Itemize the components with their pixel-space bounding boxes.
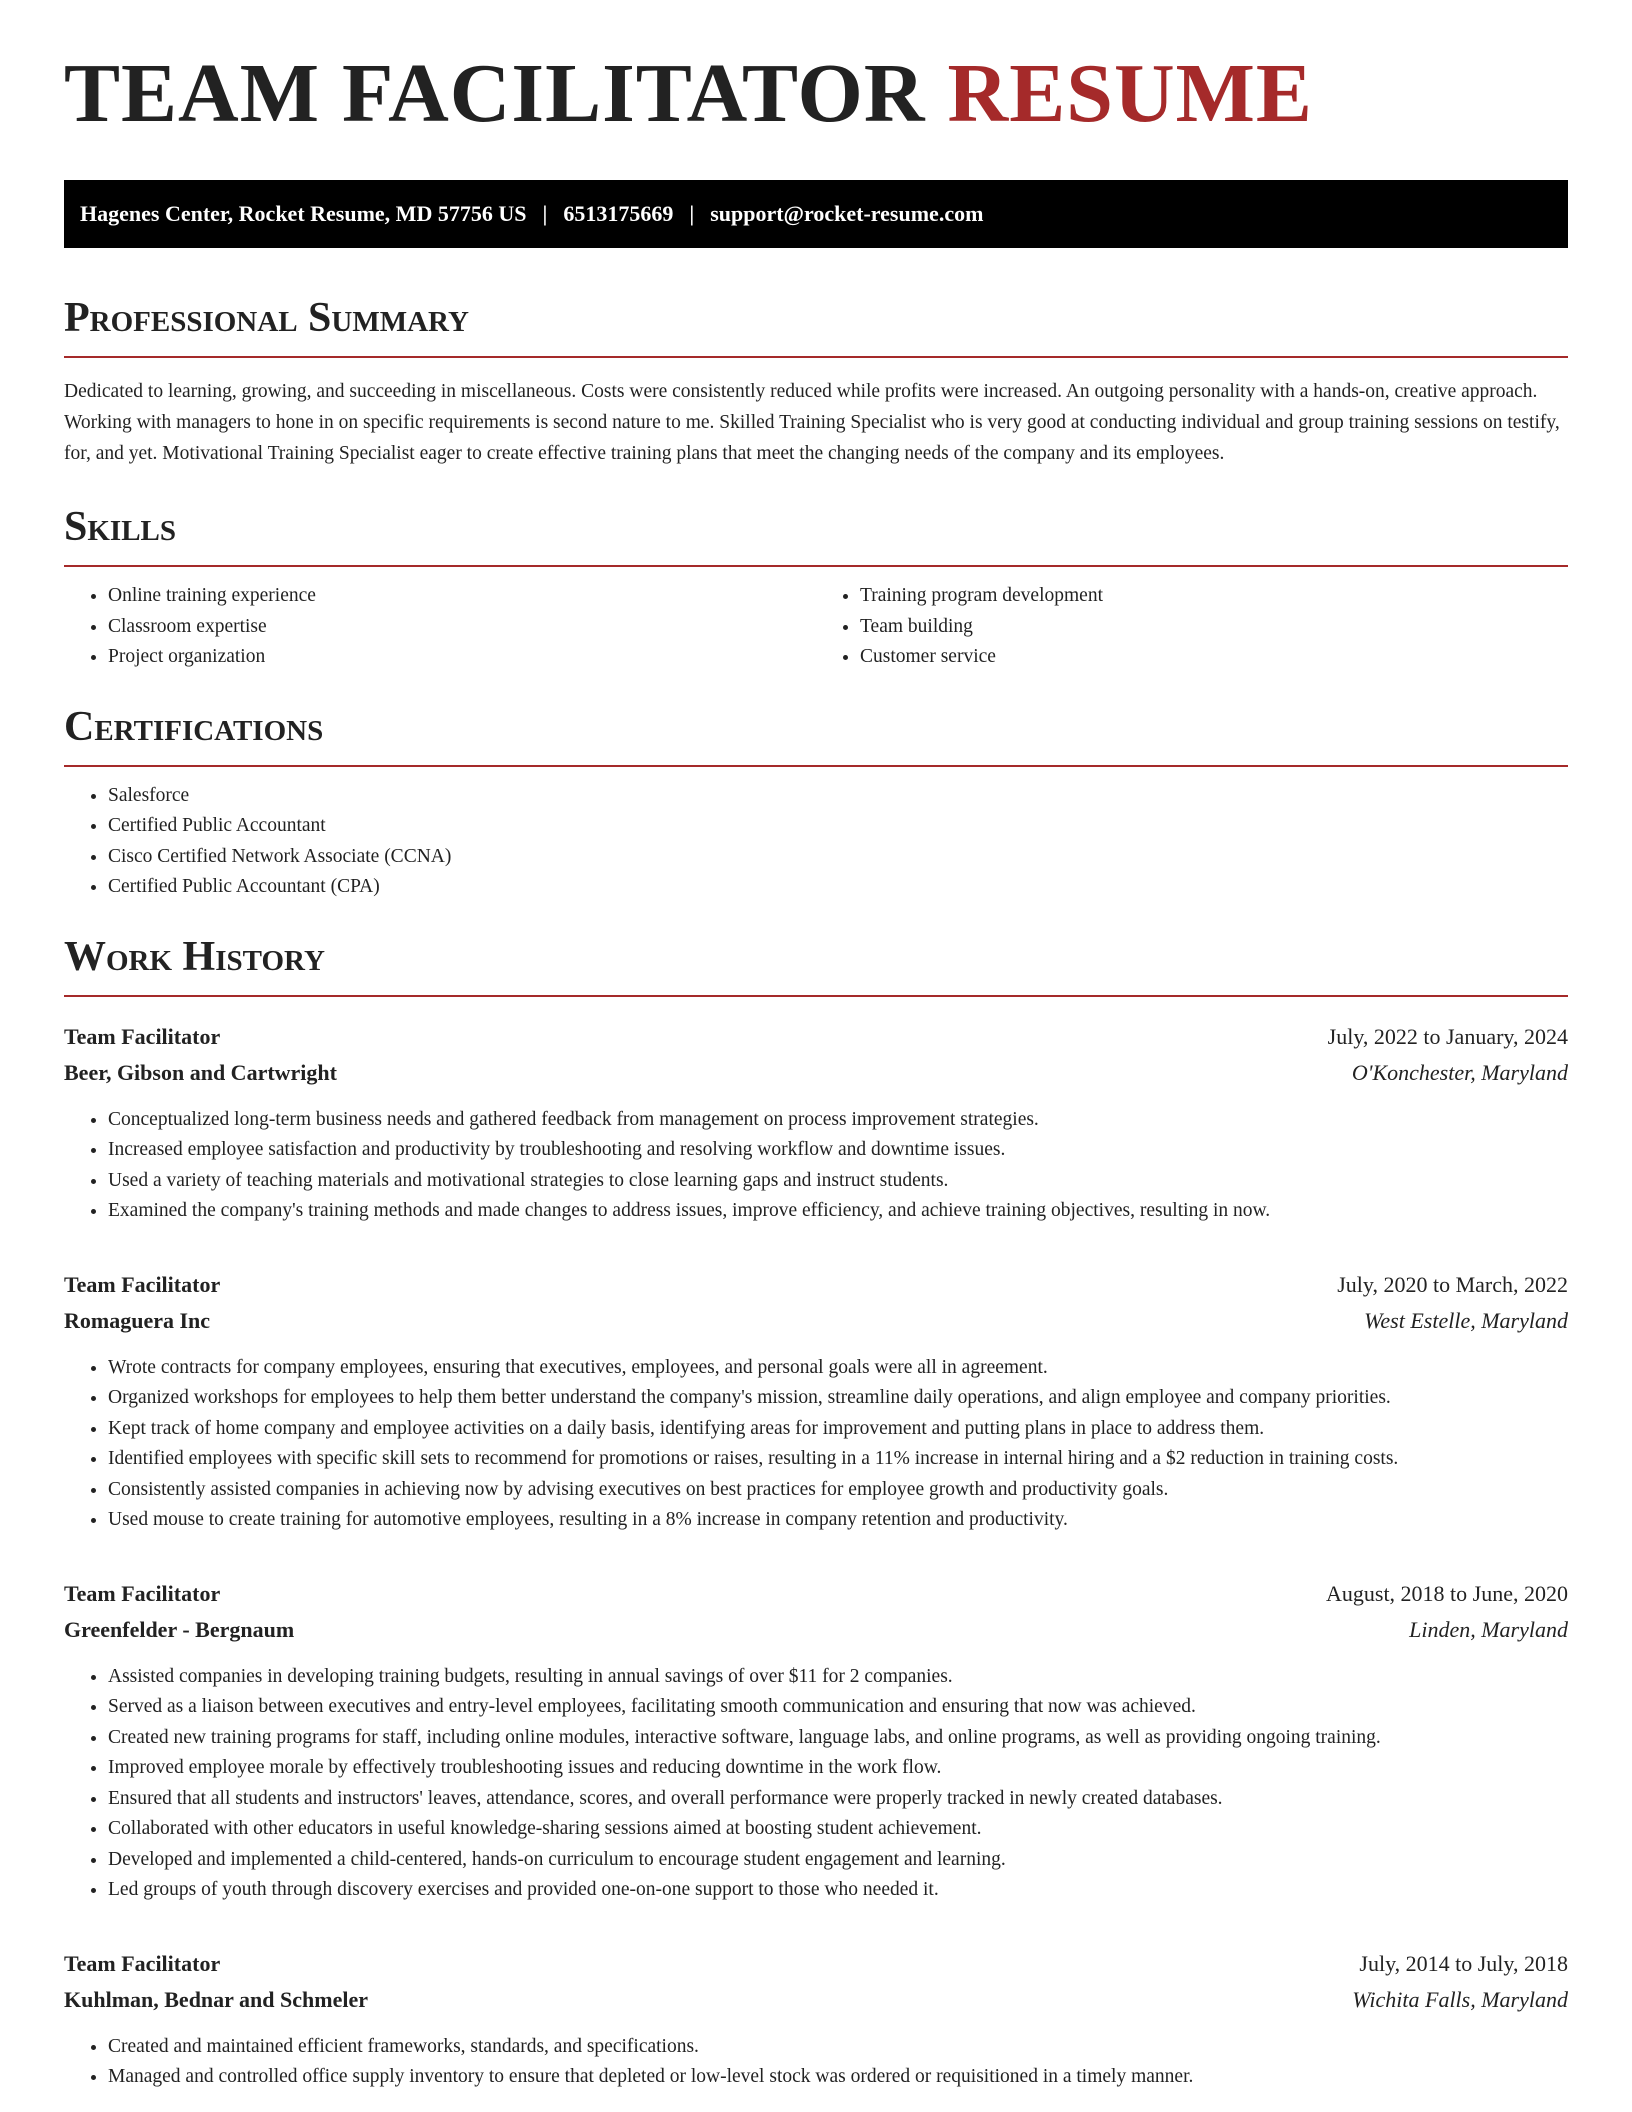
certification-item: • Certified Public Accountant (CPA) (108, 872, 1568, 903)
job-bullet: • Identified employees with specific skill sets to recommend for promotions or raises, resulting in a 11% increase in internal hiring and a $2 reduction in training costs. (108, 1444, 1568, 1475)
job-entry (64, 1267, 1568, 1536)
certification-item: • Certified Public Accountant (108, 811, 1568, 842)
section-divider (64, 356, 1568, 358)
title-accent: RESUME (947, 47, 1313, 140)
job-bullet: • Assisted companies in developing training budgets, resulting in annual savings of over $11 for 2 companies. (108, 1662, 1568, 1693)
job-bullet: • Ensured that all students and instructors' leaves, attendance, scores, and overall performance were properly tracked in newly created databases. (108, 1784, 1568, 1815)
certification-item: • Cisco Certified Network Associate (CCNA) (108, 842, 1568, 873)
job-bullet: • Used mouse to create training for automotive employees, resulting in a 8% increase in company retention and productivity. (108, 1505, 1568, 1536)
job-company-row (64, 1982, 1568, 2018)
job-dates: July, 2014 to July, 2018 (1359, 1950, 1568, 1976)
job-bullet: • Improved employee morale by effectively troubleshooting issues and reducing downtime in the work flow. (108, 1753, 1568, 1784)
job-company: Kuhlman, Bednar and Schmeler (64, 1986, 368, 2012)
skill-item: • Training program development (860, 581, 1568, 612)
skills-grid (64, 567, 1568, 673)
job-company: Romaguera Inc (64, 1307, 211, 1333)
skills-heading: Skills (64, 504, 177, 551)
certification-item: • Salesforce (108, 781, 1568, 812)
job-bullets (64, 1353, 1568, 1536)
job-dates: July, 2022 to January, 2024 (1327, 1023, 1568, 1049)
job-bullet: • Examined the company's training methods and made changes to address issues, improve efficiency, and achieve training objectives, resulting in now. (108, 1196, 1568, 1227)
job-bullet: • Organized workshops for employees to help them better understand the company's mission, streamline daily operations, and align employee and company priorities. (108, 1383, 1568, 1414)
summary-text: Dedicated to learning, growing, and succeeding in miscellaneous. Costs were consistently reduced while profits were increased. An outgoing personality with a hands-on, creative approach. Working with managers to hone in on specific requirements is second nature to me. Skilled Training Specialist who is very good at conducting individual and group training sessions on testify, for, and yet. Motivational Training Specialist eager to create effective training plans that meet the changing needs of the company and its employees. (64, 381, 1560, 465)
contact-address: Hagenes Center, Rocket Resume, MD 57756 US (80, 201, 527, 226)
job-dates: August, 2018 to June, 2020 (1326, 1580, 1568, 1606)
job-bullets (64, 1662, 1568, 1906)
skills-list-left (64, 581, 816, 673)
job-bullets (64, 2032, 1568, 2093)
job-bullet: • Consistently assisted companies in achieving now by advising executives on best practices for employee growth and productivity goals. (108, 1475, 1568, 1506)
section-divider (64, 765, 1568, 767)
job-company: Beer, Gibson and Cartwright (64, 1059, 337, 1085)
job-header-row (64, 1267, 1568, 1303)
job-bullet: • Collaborated with other educators in useful knowledge-sharing sessions aimed at boosting student achievement. (108, 1814, 1568, 1845)
skill-item: • Team building (860, 612, 1568, 643)
job-bullet: • Created new training programs for staff, including online modules, interactive software, language labs, and online programs, as well as providing ongoing training. (108, 1723, 1568, 1754)
resume-title (64, 47, 1568, 140)
job-location: Wichita Falls, Maryland (1352, 1986, 1568, 2012)
contact-phone: 6513175669 (563, 201, 674, 226)
certifications-heading: Certifications (64, 703, 324, 750)
certifications-list (64, 781, 1568, 903)
job-header-row (64, 1946, 1568, 1982)
job-location: O'Konchester, Maryland (1351, 1059, 1568, 1085)
job-bullet: • Increased employee satisfaction and productivity by troubleshooting and resolving workflow and downtime issues. (108, 1135, 1568, 1166)
skills-list-right (816, 581, 1568, 673)
job-title: Team Facilitator (64, 1023, 221, 1049)
job-entry (64, 1576, 1568, 1906)
job-entry (64, 1019, 1568, 1227)
section-divider (64, 995, 1568, 997)
work-history-heading: Work History (64, 933, 325, 980)
job-title: Team Facilitator (64, 1271, 221, 1297)
job-bullet: • Developed and implemented a child-centered, hands-on curriculum to encourage student engagement and learning. (108, 1845, 1568, 1876)
job-title: Team Facilitator (64, 1580, 221, 1606)
job-bullet: • Served as a liaison between executives and entry-level employees, facilitating smooth communication and ensuring that now was achieved. (108, 1692, 1568, 1723)
job-location: West Estelle, Maryland (1364, 1307, 1568, 1333)
job-header-row (64, 1576, 1568, 1612)
contact-separator: | (689, 201, 695, 226)
title-main: TEAM FACILITATOR (64, 47, 926, 140)
job-title: Team Facilitator (64, 1950, 221, 1976)
job-dates: July, 2020 to March, 2022 (1337, 1271, 1568, 1297)
job-bullet: • Managed and controlled office supply inventory to ensure that depleted or low-level stock was ordered or requisitioned in a timely manner. (108, 2062, 1568, 2093)
job-bullet: • Kept track of home company and employee activities on a daily basis, identifying areas for improvement and putting plans in place to address them. (108, 1414, 1568, 1445)
contact-email: support@rocket-resume.com (710, 201, 984, 226)
contact-bar (64, 180, 1568, 248)
job-bullet: • Used a variety of teaching materials and motivational strategies to close learning gaps and instruct students. (108, 1166, 1568, 1197)
job-bullet: • Created and maintained efficient frameworks, standards, and specifications. (108, 2032, 1568, 2063)
contact-separator: | (542, 201, 548, 226)
job-company: Greenfelder - Bergnaum (64, 1616, 295, 1642)
skill-item: • Classroom expertise (108, 612, 816, 643)
job-bullets (64, 1105, 1568, 1227)
job-entry (64, 1946, 1568, 2093)
job-company-row (64, 1612, 1568, 1648)
job-bullet: • Wrote contracts for company employees, ensuring that executives, employees, and personal goals were all in agreement. (108, 1353, 1568, 1384)
summary-heading: Professional Summary (64, 295, 469, 341)
job-bullet: • Led groups of youth through discovery exercises and provided one-on-one support to those who needed it. (108, 1875, 1568, 1906)
job-header-row (64, 1019, 1568, 1055)
job-bullet: • Conceptualized long-term business needs and gathered feedback from management on process improvement strategies. (108, 1105, 1568, 1136)
skill-item: • Project organization (108, 642, 816, 673)
job-company-row (64, 1303, 1568, 1339)
job-company-row (64, 1055, 1568, 1091)
job-location: Linden, Maryland (1409, 1616, 1568, 1642)
skill-item: • Customer service (860, 642, 1568, 673)
skill-item: • Online training experience (108, 581, 816, 612)
